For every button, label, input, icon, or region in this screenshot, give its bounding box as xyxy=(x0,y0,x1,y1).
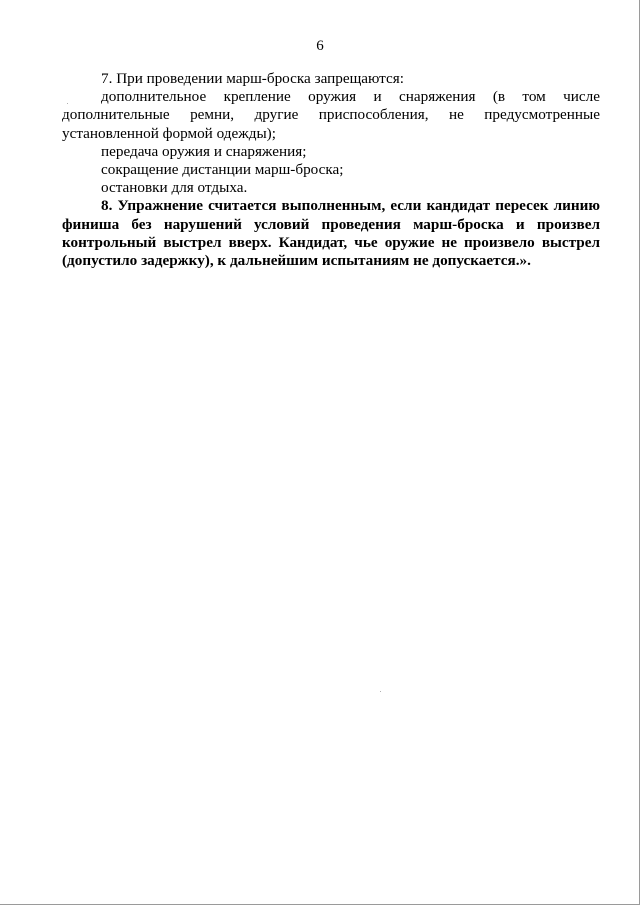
list-item-transfer: передача оружия и снаряжения; xyxy=(101,142,307,160)
list-item-extra-fastening: дополнительное крепление оружия и снаряжения (в том числе дополнительные ремни, другие приспособления, не предусмотренные установленной формой одежды); xyxy=(62,88,600,142)
scan-speck xyxy=(380,691,381,692)
list-item-rest-stops: остановки для отдыха. xyxy=(101,179,248,197)
paragraph-8: 8. Упражнение считается выполненным, если кандидат пересек линию финиша без нарушений условий проведения марш-броска и произвел контрольный выстрел вверх. Кандидат, чье оружие не произвело выстрел (допустило задержку), к дальнейшим испытаниям не допускается.». xyxy=(62,197,600,270)
list-item-distance-reduction: сокращение дистанции марш-броска; xyxy=(101,161,344,179)
scan-speck xyxy=(67,103,68,104)
paragraph-7-heading: 7. При проведении марш-броска запрещаются: xyxy=(101,70,404,87)
page-number: 6 xyxy=(316,38,324,54)
document-body xyxy=(62,70,600,270)
